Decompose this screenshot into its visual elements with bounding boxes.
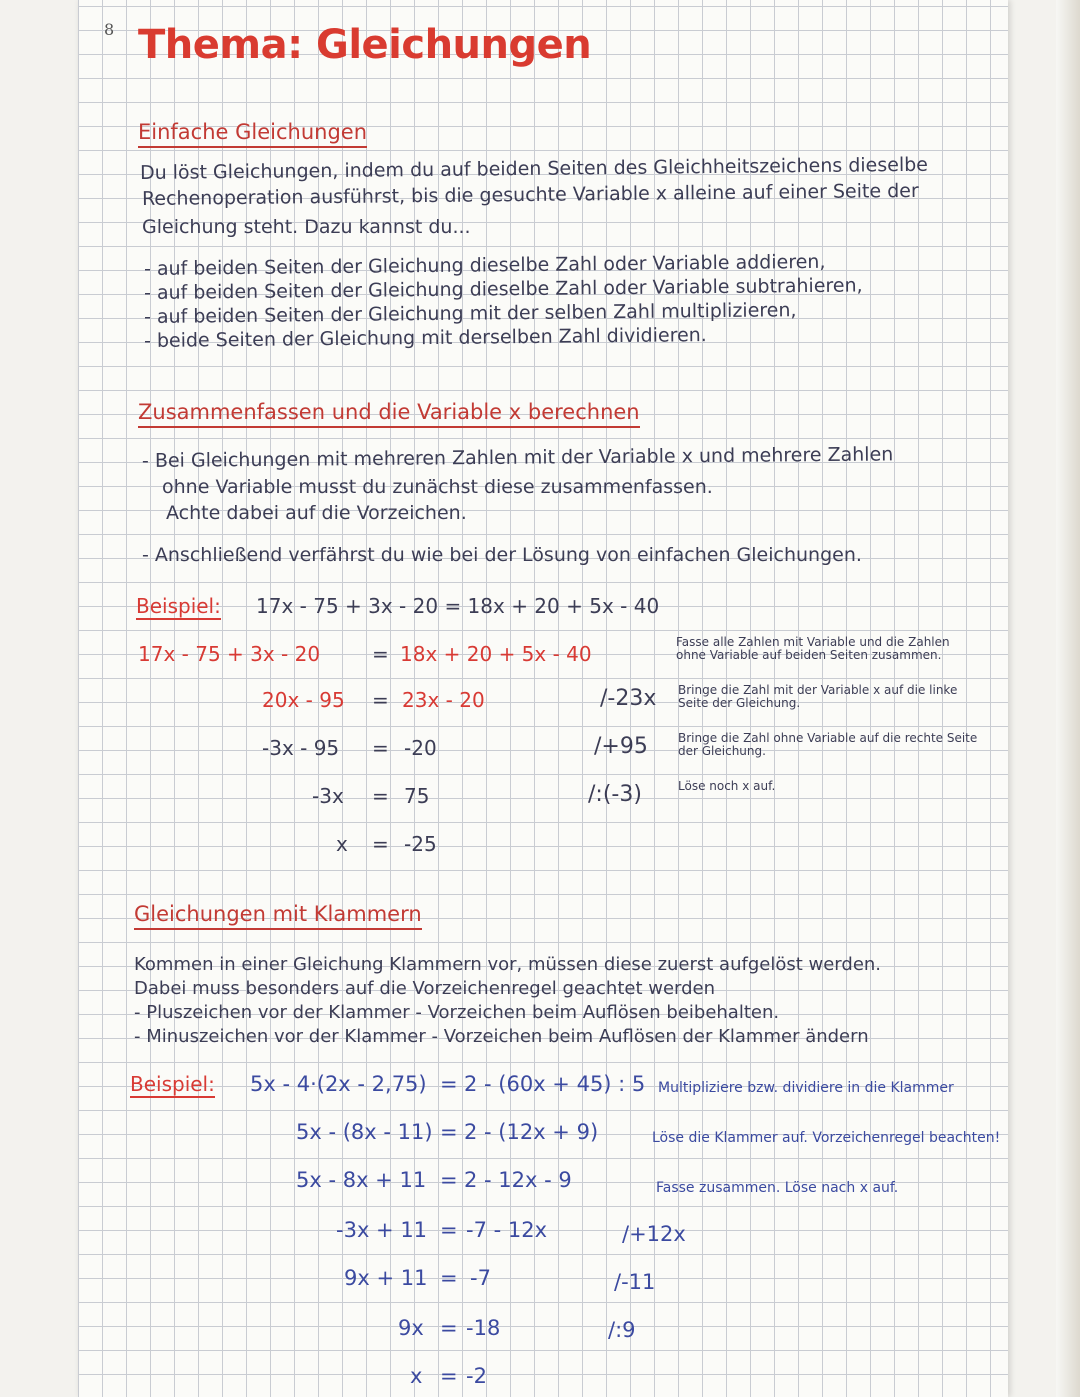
equation-rhs: 2 - 12x - 9 [464, 1168, 572, 1192]
equation-lhs: 9x [398, 1316, 424, 1340]
equation-rhs: -7 [470, 1266, 491, 1290]
section-heading-einfache-gleichungen: Einfache Gleichungen [138, 120, 367, 148]
equals-sign: = [440, 1218, 458, 1242]
step-note: Fasse zusammen. Löse nach x auf. [656, 1180, 899, 1196]
klammern-line: - Pluszeichen vor der Klammer - Vorzeichen beim Auflösen beibehalten. [134, 1002, 780, 1023]
operation: /-11 [614, 1270, 656, 1294]
example-label: Beispiel: [136, 594, 221, 618]
equals-sign: = [440, 1168, 458, 1192]
equation-rhs: 2 - (60x + 45) : 5 [464, 1072, 646, 1096]
equation-lhs: x [410, 1364, 423, 1388]
operation: /-23x [600, 686, 657, 711]
rule-bullet: - beide Seiten der Gleichung mit derselben Zahl dividieren. [143, 324, 707, 352]
equation-lhs: -3x [312, 784, 344, 808]
bullet-line: Achte dabei auf die Vorzeichen. [166, 502, 467, 524]
equation-rhs: -20 [404, 736, 437, 760]
klammern-line: Dabei muss besonders auf die Vorzeichenregel geachtet werden [134, 978, 716, 999]
equation-rhs: -25 [404, 832, 437, 856]
equals-sign: = [440, 1072, 458, 1096]
step-note: Bringe die Zahl mit der Variable x auf die linke Seite der Gleichung. [678, 683, 958, 710]
klammern-line: - Minuszeichen vor der Klammer - Vorzeichen beim Auflösen der Klammer ändern [134, 1026, 869, 1047]
rule-bullet: - auf beiden Seiten der Gleichung dieselbe Zahl oder Variable addieren, [143, 250, 826, 280]
equation-lhs: x [336, 832, 348, 856]
operation: /+95 [594, 734, 648, 759]
equals-sign: = [372, 688, 389, 712]
operation: /+12x [622, 1222, 686, 1246]
step-note: Löse die Klammer auf. Vorzeichenregel beachten! [652, 1130, 1001, 1146]
equation-lhs: 20x - 95 [262, 688, 345, 712]
example-label: Beispiel: [130, 1072, 215, 1096]
bullet-line: - Anschließend verfährst du wie bei der Lösung von einfachen Gleichungen. [142, 544, 862, 566]
equals-sign: = [372, 832, 389, 856]
notebook-spine [1056, 0, 1080, 1397]
step-note: Multipliziere bzw. dividiere in die Klammer [658, 1080, 954, 1096]
equation-rhs: 23x - 20 [402, 688, 485, 712]
operation: /:(-3) [588, 782, 642, 807]
intro-line: Gleichung steht. Dazu kannst du... [142, 216, 471, 238]
equals-sign: = [440, 1364, 458, 1388]
equals-sign: = [440, 1316, 458, 1340]
equals-sign: = [372, 736, 389, 760]
rule-bullet: - auf beiden Seiten der Gleichung dieselbe Zahl oder Variable subtrahieren, [143, 274, 863, 304]
equation-rhs: 75 [404, 784, 430, 808]
equation-lhs: 5x - 8x + 11 [296, 1168, 427, 1192]
equation-lhs: -3x - 95 [262, 736, 340, 760]
equation-lhs: 17x - 75 + 3x - 20 [138, 642, 321, 666]
example-equation: 17x - 75 + 3x - 20 = 18x + 20 + 5x - 40 [256, 594, 660, 618]
klammern-line: Kommen in einer Gleichung Klammern vor, müssen diese zuerst aufgelöst werden. [134, 954, 882, 975]
section-heading-klammern: Gleichungen mit Klammern [134, 902, 422, 930]
equation-rhs: 18x + 20 + 5x - 40 [400, 642, 592, 666]
equals-sign: = [372, 642, 389, 666]
equation-rhs: -7 - 12x [466, 1218, 548, 1242]
equals-sign: = [440, 1266, 458, 1290]
bullet-line: ohne Variable musst du zunächst diese zusammenfassen. [162, 476, 713, 498]
equation-lhs: 5x - (8x - 11) [296, 1120, 433, 1144]
step-note: Fasse alle Zahlen mit Variable und die Zahlen ohne Variable auf beiden Seiten zusammen. [676, 635, 950, 662]
page-title: Thema: Gleichungen [138, 22, 592, 68]
bullet-line: - Bei Gleichungen mit mehreren Zahlen mit der Variable x und mehrere Zahlen [141, 443, 894, 472]
operation: /:9 [608, 1318, 636, 1342]
equation-lhs: -3x + 11 [336, 1218, 428, 1242]
page-number: 8 [104, 20, 115, 39]
equation-rhs: -18 [466, 1316, 501, 1340]
intro-line: Du löst Gleichungen, indem du auf beiden Seiten des Gleichheitszeichens dieselbe [139, 153, 929, 184]
equation-lhs: 5x - 4·(2x - 2,75) [250, 1072, 427, 1096]
section-heading-zusammenfassen: Zusammenfassen und die Variable x berechnen [138, 400, 640, 428]
equals-sign: = [440, 1120, 458, 1144]
rule-bullet: - auf beiden Seiten der Gleichung mit der selben Zahl multiplizieren, [143, 299, 797, 328]
intro-line: Rechenoperation ausführst, bis die gesuchte Variable x alleine auf einer Seite der [141, 179, 919, 210]
equation-rhs: 2 - (12x + 9) [464, 1120, 599, 1144]
equation-lhs: 9x + 11 [344, 1266, 428, 1290]
equals-sign: = [372, 784, 389, 808]
equation-rhs: -2 [466, 1364, 487, 1388]
step-note: Bringe die Zahl ohne Variable auf die rechte Seite der Gleichung. [678, 731, 978, 758]
step-note: Löse noch x auf. [678, 779, 776, 793]
